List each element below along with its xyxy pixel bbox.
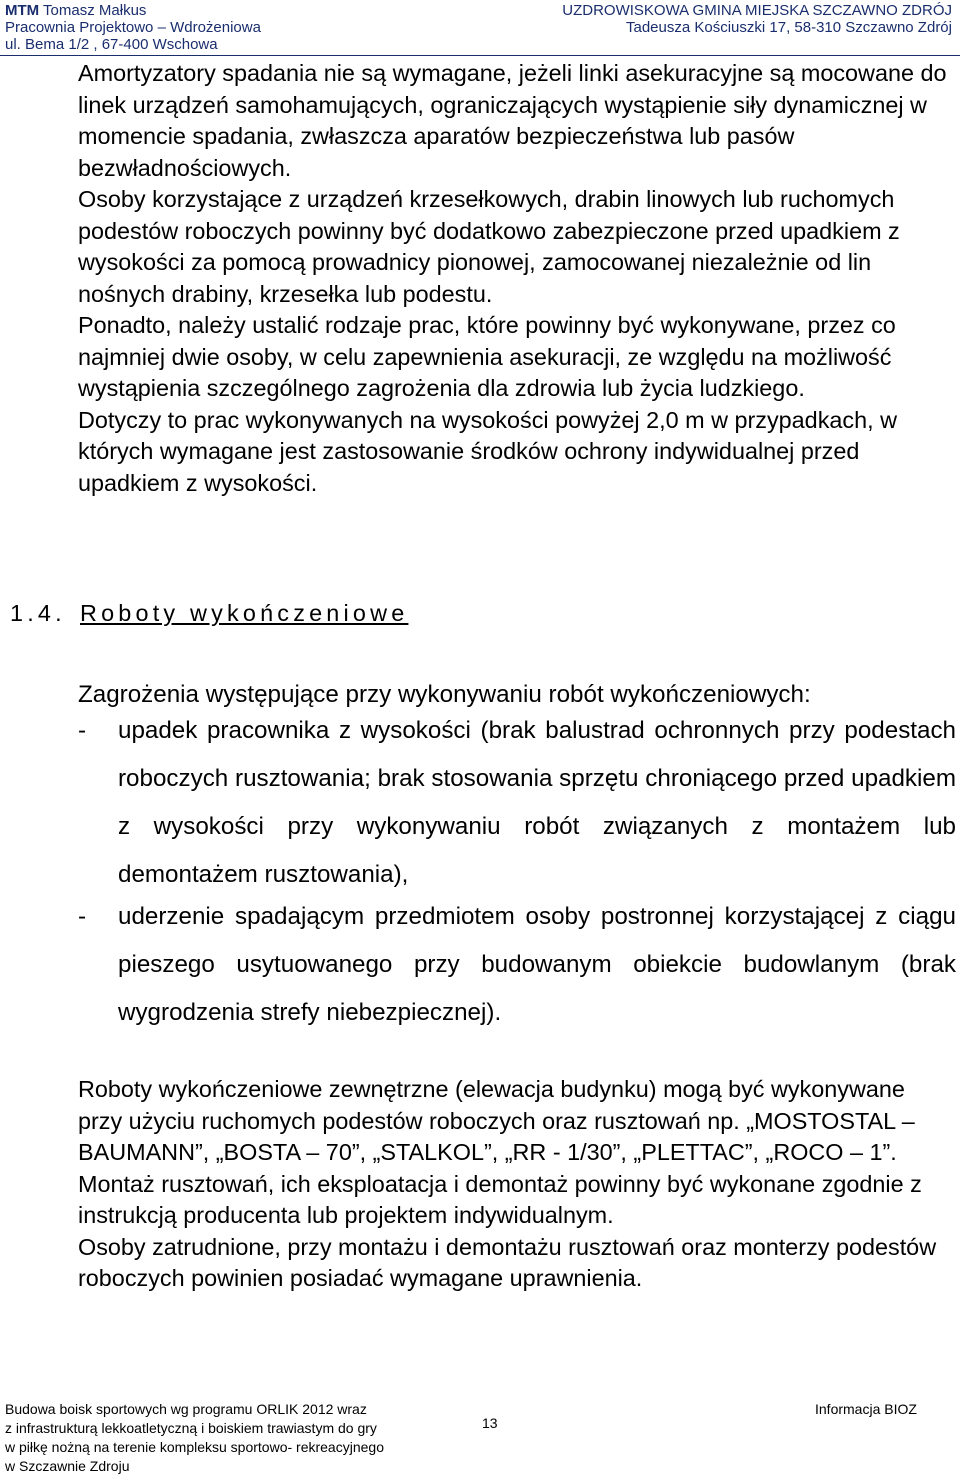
client-block xyxy=(562,2,952,36)
paragraph: Osoby zatrudnione, przy montażu i demontażu rusztowań oraz monterzy podestów roboczych powinien posiadać wymagane uprawnienia. xyxy=(78,1233,937,1291)
author-name: Tomasz Małkus xyxy=(39,2,147,19)
footer-line: Budowa boisk sportowych wg programu ORLIK 2012 wraz xyxy=(5,1401,367,1417)
list-dash: - xyxy=(78,903,87,930)
hazard-text: upadek pracownika z wysokości (brak balustrad ochronnych przy podestach roboczych rusztowania; brak stosowania sprzętu chroniącego przed upadkiem z wysokości przy wykonywaniu robót związanych z montażem lub demontażem rusztowania), xyxy=(118,717,956,888)
list-dash: - xyxy=(78,717,87,744)
hazard-item xyxy=(78,893,956,1037)
hazards-block xyxy=(78,677,956,1037)
section-heading xyxy=(10,600,408,627)
hazards-intro: Zagrożenia występujące przy wykonywaniu robót wykończeniowych: xyxy=(78,681,811,708)
company-address: ul. Bema 1/2 , 67-400 Wschowa xyxy=(5,36,218,53)
client-name: UZDROWISKOWA GMINA MIEJSKA SZCZAWNO ZDRÓJ xyxy=(562,2,952,19)
project-description xyxy=(5,1400,384,1476)
page-number: 13 xyxy=(482,1415,498,1431)
section-title: Roboty wykończeniowe xyxy=(80,600,409,626)
hazard-item xyxy=(78,707,956,899)
section-one xyxy=(78,58,948,499)
footer-line: z infrastrukturą lekkoatletyczną i boiskiem trawiastym do gry xyxy=(5,1420,377,1436)
section-number: 1.4. xyxy=(10,600,66,626)
paragraph: Dotyczy to prac wykonywanych na wysokości powyżej 2,0 m w przypadkach, w których wymagane jest zastosowanie środków ochrony indywidualnej przed upadkiem z wysokości. xyxy=(78,406,897,496)
document-type: Informacja BIOZ xyxy=(815,1401,917,1417)
author-initials: MTM xyxy=(5,2,40,19)
hazard-text: uderzenie spadającym przedmiotem osoby postronnej korzystającej z ciągu pieszego usytuowanego przy budowanym obiekcie budowlanym (brak wygrodzenia strefy niebezpiecznej). xyxy=(118,903,956,1026)
footer-line: w Szczawnie Zdroju xyxy=(5,1458,130,1474)
paragraph: Montaż rusztowań, ich eksploatacja i demontaż powinny być wykonane zgodnie z instrukcją producenta lub projektem indywidualnym. xyxy=(78,1170,922,1228)
footer-line: w piłkę nożną na terenie kompleksu sportowo- rekreacyjnego xyxy=(5,1439,384,1455)
company-name: Pracownia Projektowo – Wdrożeniowa xyxy=(5,19,261,36)
page-header xyxy=(0,0,960,56)
author-block xyxy=(5,2,261,53)
header-rule xyxy=(0,55,960,56)
paragraph: Amortyzatory spadania nie są wymagane, jeżeli linki asekuracyjne są mocowane do linek urządzeń samohamujących, ograniczających wystąpienie siły dynamicznej w momencie spadania, zwłaszcza aparatów bezpieczeństwa lub pasów bezwładnościowych. xyxy=(78,60,947,181)
paragraph: Roboty wykończeniowe zewnętrzne (elewacja budynku) mogą być wykonywane przy użyciu ruchomych podestów roboczych oraz rusztowań np. „MOSTOSTAL – BAUMANN”, „BOSTA – 70”, „STALKOL”, „RR - 1/30”, „PLETTAC”, „ROCO – 1”. xyxy=(78,1076,915,1165)
section-two xyxy=(78,1074,948,1295)
client-address: Tadeusza Kościuszki 17, 58-310 Szczawno Zdrój xyxy=(625,19,952,36)
paragraph: Osoby korzystające z urządzeń krzesełkowych, drabin linowych lub ruchomych podestów roboczych powinny być dodatkowo zabezpieczone przed upadkiem z wysokości za pomocą prowadnicy pionowej, zamocowanej niezależnie od lin nośnych drabiny, krzesełka lub podestu. xyxy=(78,186,900,307)
paragraph: Ponadto, należy ustalić rodzaje prac, które powinny być wykonywane, przez co najmniej dwie osoby, w celu zapewnienia asekuracji, ze względu na możliwość wystąpienia szczególnego zagrożenia dla zdrowia lub życia ludzkiego. xyxy=(78,312,896,401)
page-footer xyxy=(0,1400,960,1478)
